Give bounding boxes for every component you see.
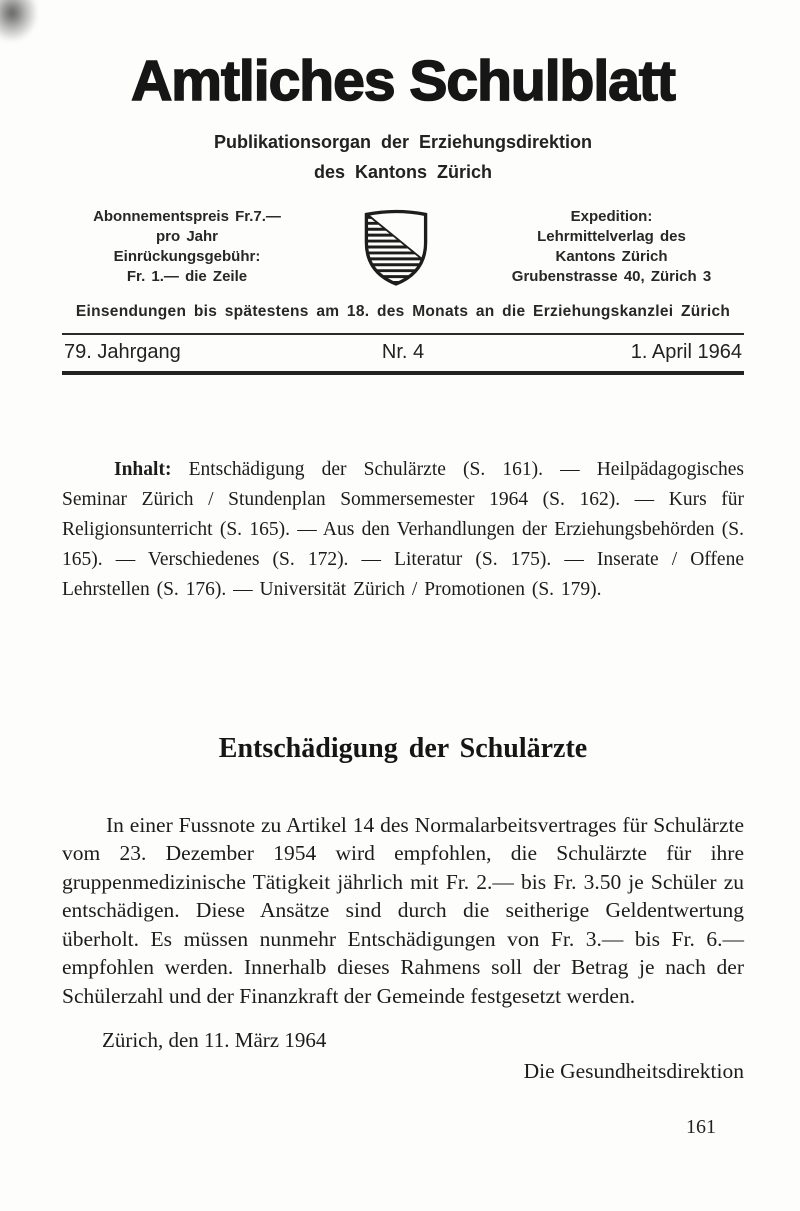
issue-number: Nr. 4: [381, 340, 425, 363]
insertion-fee-label: Einrückungsgebühr:: [113, 247, 261, 265]
article-body-paragraph: In einer Fussnote zu Artikel 14 des Normalarbeitsvertrages für Schulärzte vom 23. Dezember 1954 wird empfohlen, die Schulärzte für ihre gruppenmedizinische Tätigkeit jährlich mit Fr. 2.— bis Fr. 3.50 je Schüler zu entschädigen. Diese Ansätze sind durch die seitherige Geldentwertung überholt. Es müssen nunmehr Entschädigungen von Fr. 3.— bis Fr. 6.— empfohlen werden. Innerhalb dieses Rahmens soll der Betrag je nach der Schülerzahl und der Finanzkraft der Gemeinde festgesetzt werden.: [62, 812, 744, 1008]
page-number: 161: [686, 1116, 716, 1139]
scan-artifact-smudge: [0, 0, 38, 42]
issue-volume: 79. Jahrgang: [64, 340, 181, 363]
masthead: [62, 49, 744, 321]
submission-deadline-note: Einsendungen bis spätestens am 18. des Monats an die Erziehungskanzlei Zürich: [75, 302, 731, 320]
expedition-canton-line: Kantons Zürich: [555, 247, 668, 265]
subscription-price-line: Abonnementspreis Fr.7.—: [93, 207, 281, 225]
masthead-subtitle-line1: Publikationsorgan der Erziehungsdirektion: [213, 131, 593, 152]
toc-entries: Entschädigung der Schulärzte (S. 161). — Heilpädagogisches Seminar Zürich / Stundenplan Sommersemester 1964 (S. 162). — Kurs für Religionsunterricht (S. 165). — Aus den Verhandlungen der Erziehungsbehörden (S. 165). — Verschiedenes (S. 172). — Literatur (S. 175). — Inserate / Offene Lehrstellen (S. 176). — Universität Zürich / Promotionen (S. 179).: [62, 458, 744, 600]
expedition-publisher-line: Lehrmittelverlag des: [537, 227, 686, 245]
issue-bar: [62, 333, 744, 375]
subscription-period-line: pro Jahr: [155, 227, 218, 245]
expedition-label: Expedition:: [570, 207, 653, 225]
article: [62, 733, 744, 1085]
article-dateline: Zürich, den 11. März 1964: [102, 1028, 327, 1053]
subscription-info-block: [62, 207, 312, 287]
issue-date: 1. April 1964: [630, 340, 742, 363]
article-signature: Die Gesundheitsdirektion: [523, 1059, 744, 1084]
masthead-info-row: [62, 205, 744, 289]
table-of-contents: [62, 455, 744, 605]
expedition-address-line: Grubenstrasse 40, Zürich 3: [511, 267, 712, 285]
toc-label: Inhalt:: [114, 458, 172, 480]
expedition-info-block: [479, 207, 744, 287]
page-title: Amtliches Schulblatt: [131, 49, 675, 113]
insertion-fee-line: Fr. 1.— die Zeile: [126, 267, 248, 285]
article-heading: Entschädigung der Schulärzte: [218, 732, 588, 764]
masthead-subtitle-line2: des Kantons Zürich: [313, 161, 493, 182]
zurich-coat-of-arms-icon: [359, 205, 433, 289]
